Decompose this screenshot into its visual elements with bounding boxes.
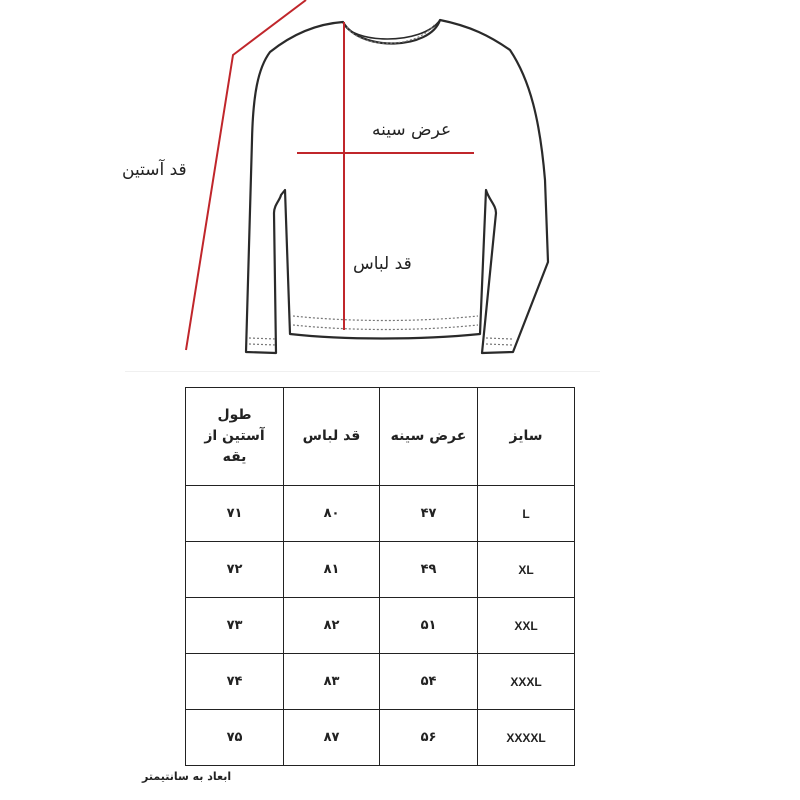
cell-size: XXXL <box>478 654 575 710</box>
sleeve-length-label: قد آستین <box>122 160 187 180</box>
header-sleeve-length: طول آستین از یقه <box>186 388 284 486</box>
cell-sleeve: ۷۵ <box>186 710 284 766</box>
cell-size: XXL <box>478 598 575 654</box>
cell-chest: ۵۴ <box>380 654 478 710</box>
cell-chest: ۵۶ <box>380 710 478 766</box>
cell-sleeve: ۷۱ <box>186 486 284 542</box>
table-row <box>186 598 575 654</box>
cell-chest: ۴۷ <box>380 486 478 542</box>
cell-chest: ۴۹ <box>380 542 478 598</box>
cell-length: ۸۰ <box>284 486 380 542</box>
cell-length: ۸۲ <box>284 598 380 654</box>
units-footnote: ابعاد به سانتیمتر <box>142 770 232 783</box>
table-row <box>186 486 575 542</box>
size-chart-table <box>185 387 575 766</box>
shirt-outline <box>246 20 548 353</box>
cell-sleeve: ۷۳ <box>186 598 284 654</box>
cell-chest: ۵۱ <box>380 598 478 654</box>
cell-size: L <box>478 486 575 542</box>
header-size: سایز <box>478 388 575 486</box>
cell-size: XL <box>478 542 575 598</box>
table-row <box>186 710 575 766</box>
shirt-illustration <box>0 0 800 372</box>
garment-length-label: قد لباس <box>353 254 412 274</box>
header-chest-width: عرض سینه <box>380 388 478 486</box>
cell-sleeve: ۷۲ <box>186 542 284 598</box>
table-row <box>186 654 575 710</box>
cell-sleeve: ۷۴ <box>186 654 284 710</box>
cell-length: ۸۱ <box>284 542 380 598</box>
header-garment-length: قد لباس <box>284 388 380 486</box>
table-row <box>186 542 575 598</box>
cell-length: ۸۷ <box>284 710 380 766</box>
cell-length: ۸۳ <box>284 654 380 710</box>
measurement-lines <box>186 0 474 350</box>
cell-size: XXXXL <box>478 710 575 766</box>
table-header-row <box>186 388 575 486</box>
chest-width-label: عرض سینه <box>372 120 452 140</box>
